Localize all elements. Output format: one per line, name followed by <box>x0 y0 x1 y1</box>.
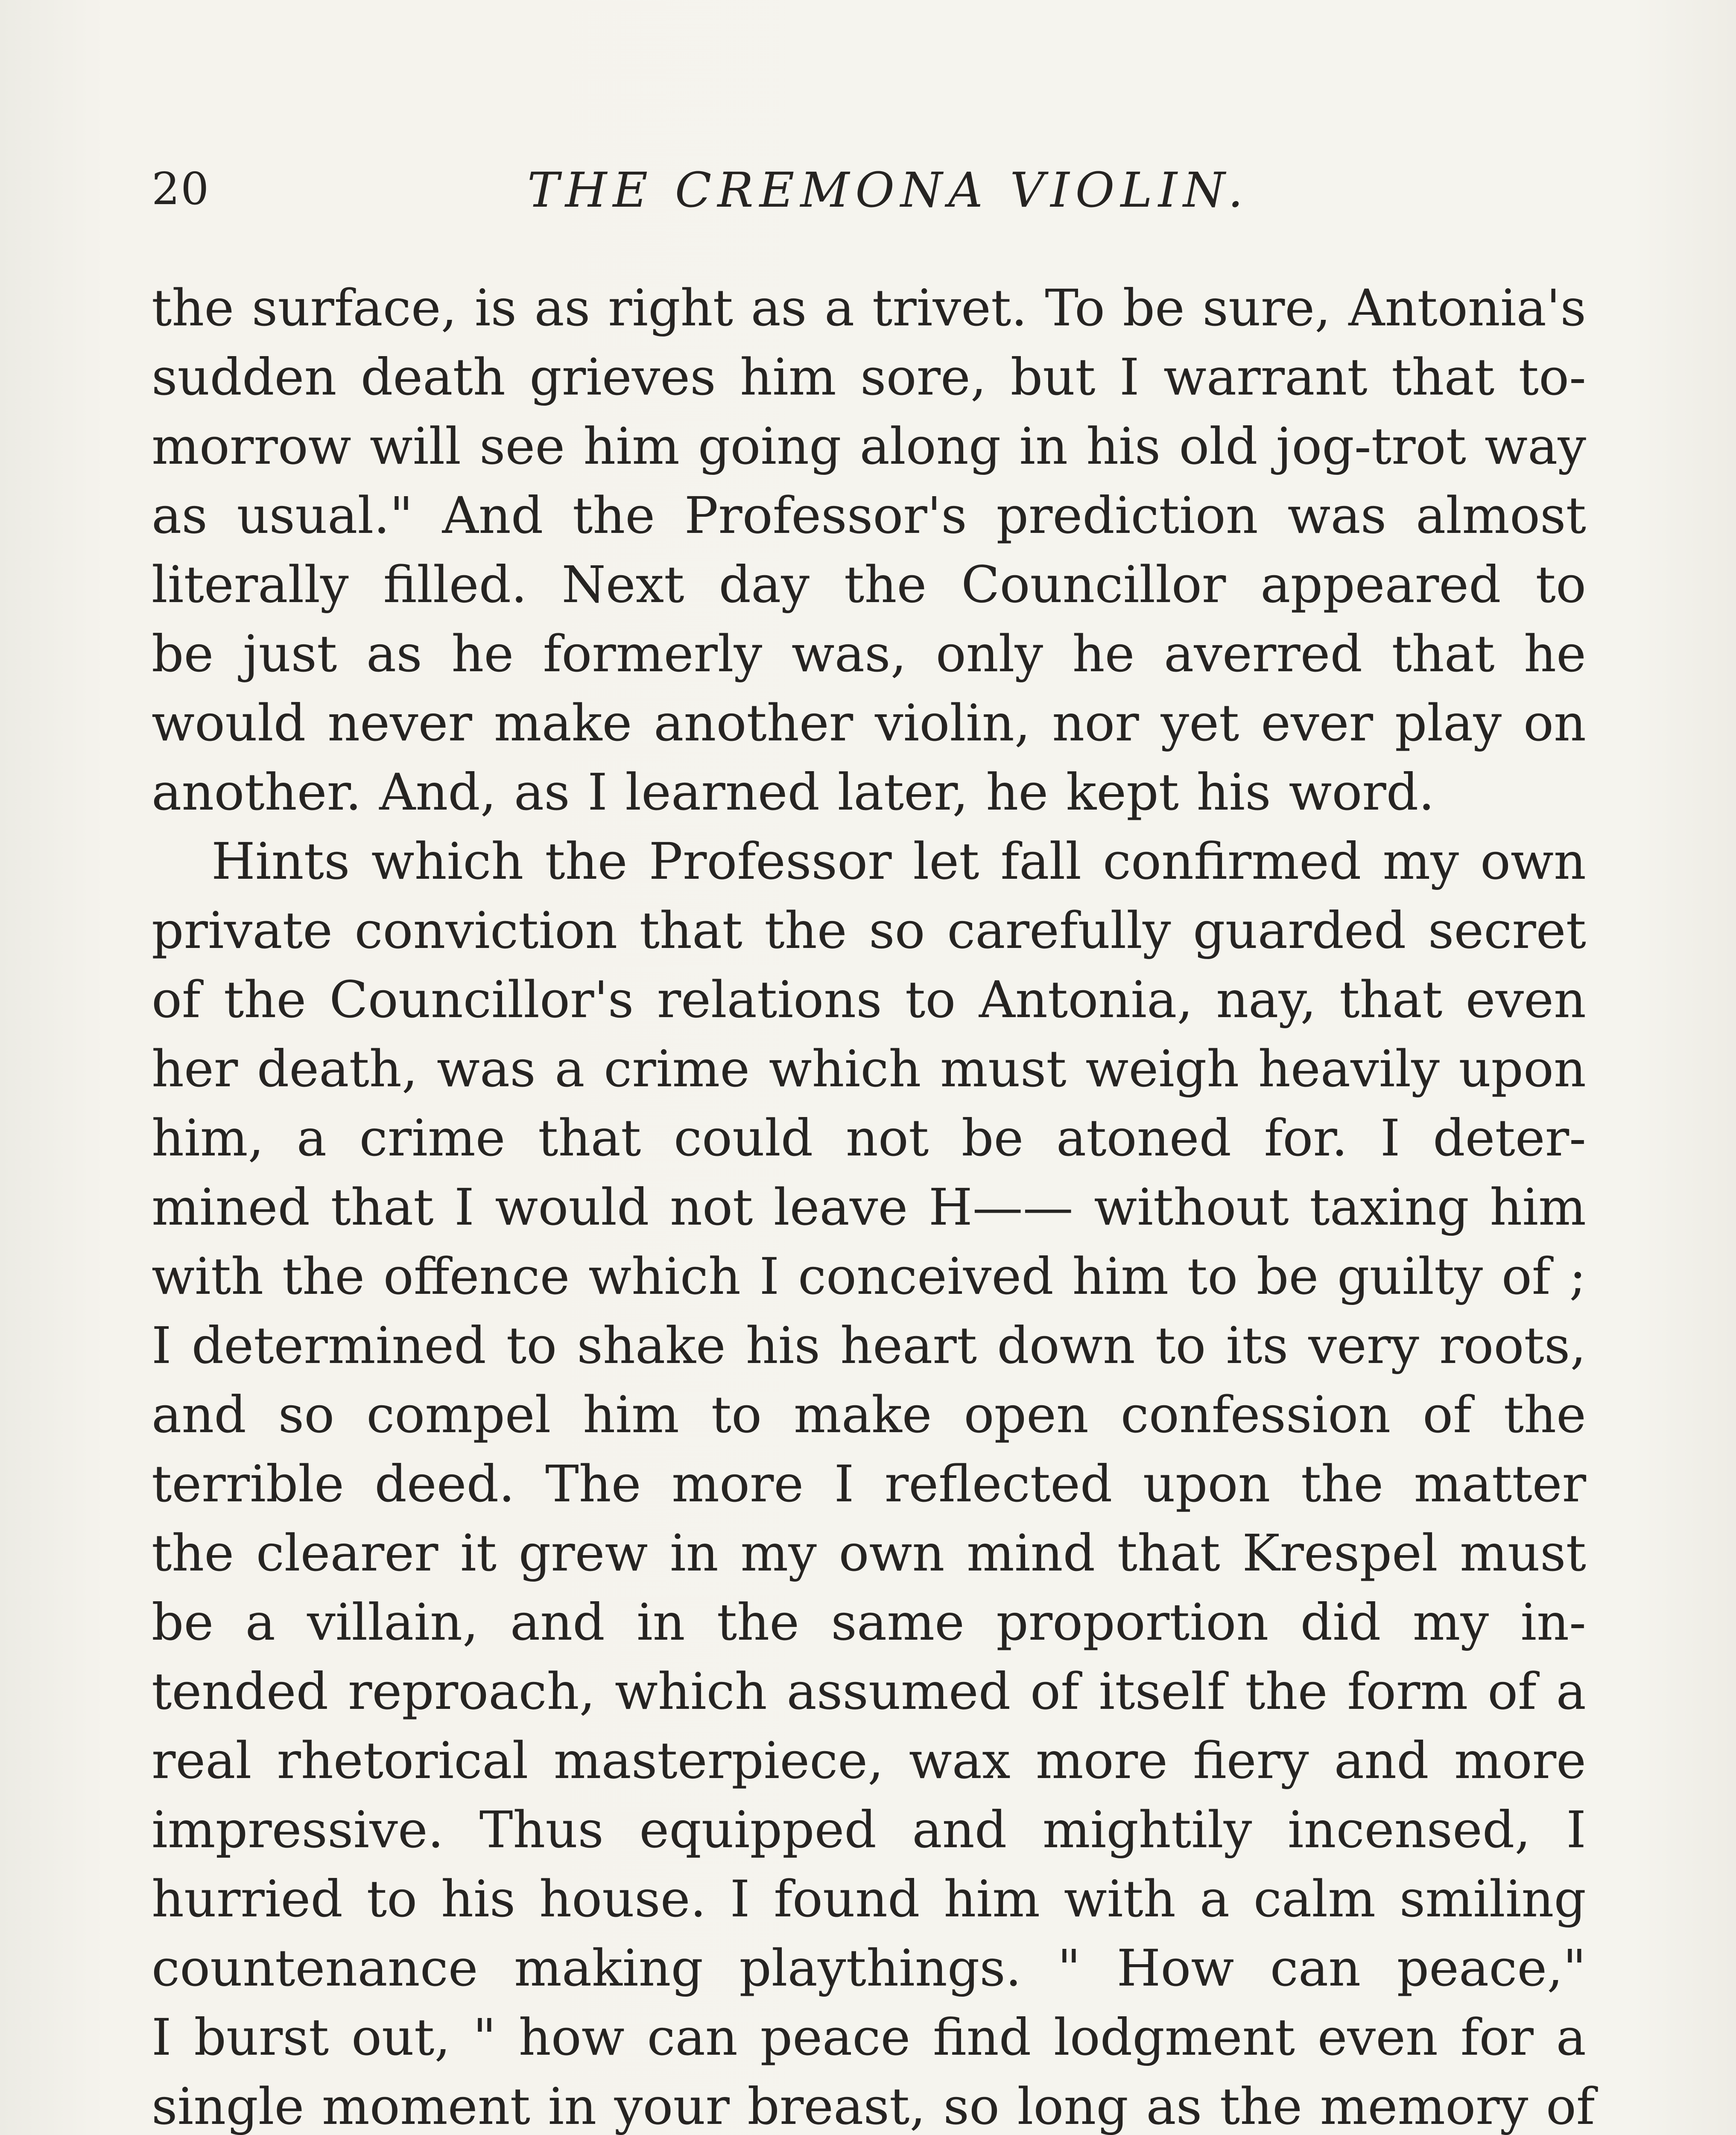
running-title: THE CREMONA VIOLIN. <box>527 163 1249 218</box>
text-line: as usual." And the Professor's prediction was almost <box>152 486 1586 545</box>
body-text <box>152 273 1595 2135</box>
page-header <box>152 162 1586 231</box>
text-line: another. And, as I learned later, he kept his word. <box>152 763 1435 822</box>
text-line: countenance making playthings. " How can peace," <box>152 1939 1586 1998</box>
text-line: hurried to his house. I found him with a calm smiling <box>152 1869 1586 1928</box>
text-line: her death, was a crime which must weigh heavily upon <box>152 1039 1586 1098</box>
text-line: be just as he formerly was, only he averred that he <box>152 624 1586 683</box>
text-line: impressive. Thus equipped and mightily incensed, I <box>152 1800 1586 1859</box>
text-line: private conviction that the so carefully guarded secret <box>152 901 1586 960</box>
text-line: of the Councillor's relations to Antonia, nay, that even <box>152 970 1586 1029</box>
text-line: I determined to shake his heart down to its very roots, <box>152 1316 1586 1375</box>
page-number: 20 <box>152 163 210 215</box>
text-line: him, a crime that could not be atoned for. I deter- <box>152 1108 1586 1167</box>
text-line: single moment in your breast, so long as the memory of <box>152 2077 1595 2135</box>
text-line: I burst out, " how can peace find lodgment even for a <box>152 2008 1586 2067</box>
text-line: the clearer it grew in my own mind that Krespel must <box>152 1524 1586 1582</box>
text-line: literally filled. Next day the Councillor appeared to <box>152 555 1586 614</box>
text-line: with the offence which I conceived him to be guilty of ; <box>152 1247 1586 1306</box>
paragraph-start-line: Hints which the Professor let fall confirmed my own <box>211 832 1586 891</box>
text-line: mined that I would not leave H—— without taxing him <box>152 1178 1586 1237</box>
text-line: terrible deed. The more I reflected upon the matter <box>152 1454 1586 1513</box>
text-line: tended reproach, which assumed of itself the form of a <box>152 1662 1586 1721</box>
text-line: real rhetorical masterpiece, wax more fiery and more <box>152 1731 1586 1790</box>
text-line: be a villain, and in the same proportion did my in- <box>152 1593 1586 1652</box>
text-line: the surface, is as right as a trivet. To be sure, Antonia's <box>152 278 1586 337</box>
text-line: and so compel him to make open confession of the <box>152 1385 1586 1444</box>
text-line: sudden death grieves him sore, but I warrant that to- <box>152 348 1586 407</box>
text-line: would never make another violin, nor yet ever play on <box>152 693 1586 752</box>
text-line: morrow will see him going along in his old jog-trot way <box>152 417 1586 476</box>
